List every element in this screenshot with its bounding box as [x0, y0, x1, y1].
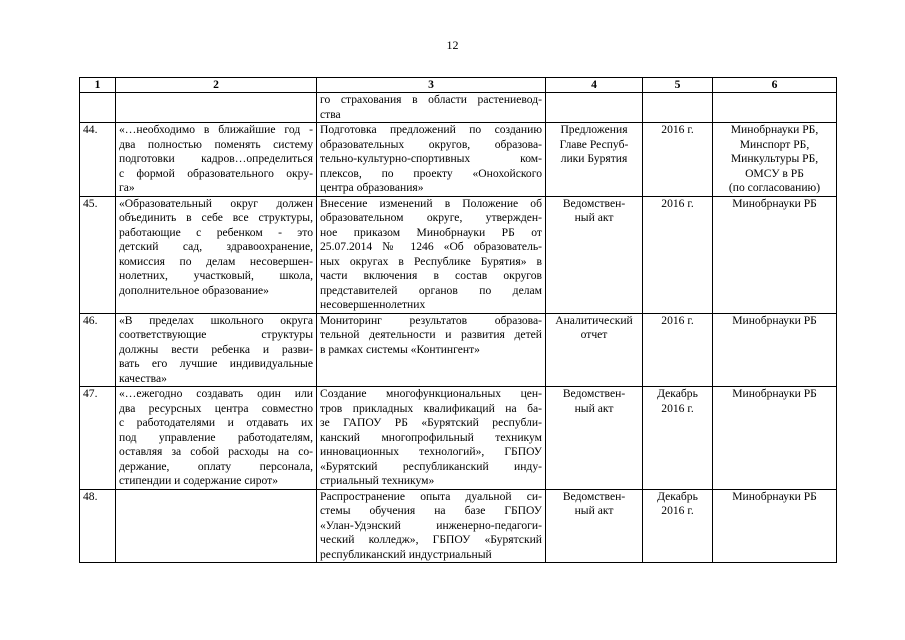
cell-text-line: «В пределах школьного округа	[119, 313, 313, 327]
cell-text-line: тельной деятельности и развития детей	[320, 328, 542, 341]
cell-text-line: Создание многофункциональных цен-	[320, 387, 542, 400]
row-number-cell: 48.	[80, 489, 116, 563]
measure-cell	[317, 93, 546, 123]
cell-text-line: комиссия по делам несовершен-	[119, 254, 313, 268]
deadline-cell	[643, 123, 713, 197]
responsible-executor-cell	[713, 93, 837, 123]
cell-text-line: под управление работодателям,	[119, 430, 313, 444]
column-header: 5	[643, 78, 713, 93]
cell-text-line: отчет	[580, 328, 608, 341]
result-form-cell	[546, 313, 643, 387]
cell-text-line: республиканский индустриальный	[320, 547, 492, 561]
responsible-executor-cell	[713, 313, 837, 387]
cell-text-line: канский многопрофильный техникум	[320, 430, 542, 444]
cell-text-line: ных округах в Республике Бурятия» в	[320, 254, 542, 268]
cell-text-line: го страхования в области растениевод-	[320, 93, 542, 106]
cell-text-line: 25.07.2014 № 1246 «Об образователь-	[320, 240, 542, 253]
measure-cell	[317, 387, 546, 490]
measure-cell	[317, 489, 546, 563]
cell-text-line: ОМСУ в РБ	[745, 166, 804, 180]
cell-text-line: соответствующие структуры	[119, 328, 313, 341]
cell-text-line: образовательном округе, утвержден-	[320, 211, 542, 224]
column-header: 6	[713, 78, 837, 93]
result-form-cell	[546, 196, 643, 313]
cell-text-line: Минобрнауки РБ	[732, 313, 817, 327]
cell-text-line: Подготовка предложений по созданию	[320, 123, 542, 136]
cell-text-line: 2016 г.	[661, 123, 694, 136]
cell-text-line: га»	[119, 181, 135, 194]
address-quote-cell	[116, 196, 317, 313]
column-number-header-row	[80, 78, 837, 93]
cell-text-line: 2016 г.	[661, 504, 694, 517]
address-quote-cell	[116, 123, 317, 197]
cell-text-line: Минобрнауки РБ	[732, 196, 817, 210]
measure-cell	[317, 123, 546, 197]
cell-text-line: Аналитический	[555, 313, 633, 327]
table-row	[80, 93, 837, 123]
measure-cell	[317, 196, 546, 313]
cell-text-line: Минкультуры РБ,	[730, 152, 819, 165]
measure-cell	[317, 313, 546, 387]
cell-text-line: (по согласованию)	[728, 181, 821, 194]
cell-text-line: тельно-культурно-спортивных ком-	[320, 152, 542, 165]
result-form-cell	[546, 489, 643, 563]
cell-text-line: Внесение изменений в Положение об	[320, 196, 542, 210]
cell-text-line: «Улан-Удэнский инженерно-педагоги-	[320, 518, 542, 532]
responsible-executor-cell	[713, 123, 837, 197]
cell-text-line: качества»	[119, 371, 167, 385]
row-number-cell	[80, 93, 116, 123]
cell-text-line: образовательных округов, образова-	[320, 137, 542, 151]
cell-text-line: стемы обучения на базе ГБПОУ	[320, 504, 542, 517]
cell-text-line: ческий колледж», ГБПОУ «Бурятский	[320, 533, 542, 546]
cell-text-line: Распространение опыта дуальной си-	[320, 489, 542, 503]
row-number-cell: 47.	[80, 387, 116, 490]
cell-text-line: вать его лучшие индивидуальные	[119, 357, 313, 370]
cell-text-line: Минобрнауки РБ,	[730, 123, 819, 136]
row-number-cell: 46.	[80, 313, 116, 387]
cell-text-line: ный акт	[574, 211, 614, 224]
address-quote-cell	[116, 313, 317, 387]
column-header: 4	[546, 78, 643, 93]
cell-text-line: дополнительное образование»	[119, 283, 269, 297]
cell-text-line: Декабрь	[657, 387, 698, 400]
cell-text-line: 2016 г.	[661, 401, 694, 415]
cell-text-line: с работодателями и отдавать их	[119, 416, 313, 429]
cell-text-line: работающие с ребенком - это	[119, 225, 313, 239]
column-header: 3	[317, 78, 546, 93]
column-header: 1	[80, 78, 116, 93]
table-row	[80, 313, 837, 387]
table-row	[80, 489, 837, 563]
address-quote-cell	[116, 489, 317, 563]
cell-text-line: с формой образовательного окру-	[119, 166, 313, 180]
deadline-cell	[643, 387, 713, 490]
cell-text-line: объединить в себе все структуры,	[119, 211, 313, 224]
table-row	[80, 387, 837, 490]
cell-text-line: Минобрнауки РБ	[732, 489, 817, 503]
cell-text-line: в рамках системы «Контингент»	[320, 342, 480, 356]
cell-text-line: Главе Респуб-	[559, 137, 629, 151]
action-plan-table	[79, 77, 837, 563]
cell-text-line: несовершеннолетних	[320, 298, 426, 311]
page-number: 12	[446, 38, 459, 52]
cell-text-line: лики Бурятия	[560, 152, 628, 165]
cell-text-line: 2016 г.	[661, 196, 694, 210]
cell-text-line: «…ежегодно создавать один или	[119, 387, 313, 400]
cell-text-line: ное приказом Минобрнауки РБ от	[320, 225, 542, 239]
cell-text-line: подготовки кадров…определиться	[119, 152, 313, 165]
address-quote-cell	[116, 387, 317, 490]
responsible-executor-cell	[713, 387, 837, 490]
deadline-cell	[643, 93, 713, 123]
row-number-cell: 44.	[80, 123, 116, 197]
deadline-cell	[643, 489, 713, 563]
cell-text-line: «…необходимо в ближайшие год -	[119, 123, 313, 136]
cell-text-line: должны вести ребенка и разви-	[119, 342, 313, 356]
cell-text-line: Ведомствен-	[562, 489, 626, 503]
cell-text-line: Минспорт РБ,	[739, 137, 810, 151]
cell-text-line: тров прикладных квалификаций на ба-	[320, 401, 542, 415]
cell-text-line: ный акт	[574, 401, 614, 415]
deadline-cell	[643, 313, 713, 387]
row-number-cell: 45.	[80, 196, 116, 313]
table-row	[80, 196, 837, 313]
cell-text-line: Декабрь	[657, 489, 698, 503]
responsible-executor-cell	[713, 489, 837, 563]
cell-text-line: представителей органов по делам	[320, 283, 542, 297]
cell-text-line: Мониторинг результатов образова-	[320, 313, 542, 327]
cell-text-line: держание, оплату персонала,	[119, 459, 313, 473]
column-header: 2	[116, 78, 317, 93]
cell-text-line: стриальный техникум»	[320, 474, 435, 487]
cell-text-line: стипендии и содержание сирот»	[119, 474, 278, 487]
table-row	[80, 123, 837, 197]
result-form-cell	[546, 93, 643, 123]
cell-text-line: детский сад, здравоохранение,	[119, 240, 313, 253]
responsible-executor-cell	[713, 196, 837, 313]
deadline-cell	[643, 196, 713, 313]
cell-text-line: ный акт	[574, 504, 614, 517]
cell-text-line: Ведомствен-	[562, 196, 626, 210]
cell-text-line: зе ГАПОУ РБ «Бурятский республи-	[320, 416, 542, 429]
cell-text-line: плексов, по проекту «Онохойского	[320, 166, 542, 180]
cell-text-line: два ресурсных центра совместно	[119, 401, 313, 415]
cell-text-line: два полностью поменять систему	[119, 137, 313, 151]
cell-text-line: Минобрнауки РБ	[732, 387, 817, 400]
cell-text-line: Предложения	[560, 123, 628, 136]
cell-text-line: ства	[320, 107, 341, 121]
cell-text-line: центра образования»	[320, 181, 424, 194]
cell-text-line: «Бурятский республиканский инду-	[320, 459, 542, 473]
cell-text-line: нолетних, участковый, школа,	[119, 269, 313, 282]
cell-text-line: части включения в состав округов	[320, 269, 542, 282]
result-form-cell	[546, 123, 643, 197]
cell-text-line: инновационных технологий», ГБПОУ	[320, 445, 542, 458]
cell-text-line: «Образовательный округ должен	[119, 196, 313, 210]
cell-text-line: Ведомствен-	[562, 387, 626, 400]
result-form-cell	[546, 387, 643, 490]
cell-text-line: 2016 г.	[661, 313, 694, 327]
address-quote-cell	[116, 93, 317, 123]
cell-text-line: оставляя за собой расходы на со-	[119, 445, 313, 458]
